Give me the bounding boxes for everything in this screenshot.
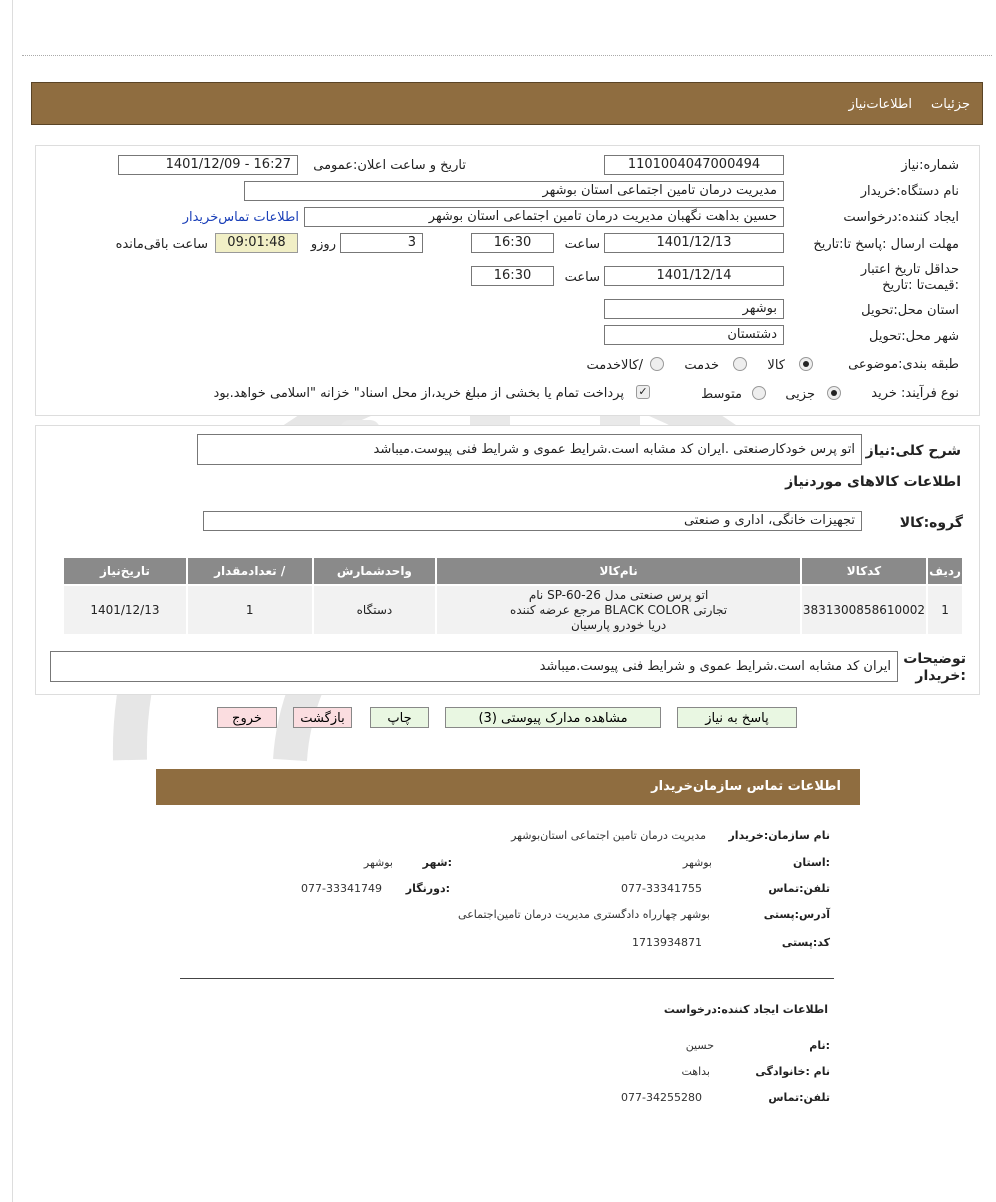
cell-row: 1 [927, 585, 963, 635]
deadline-date-field: 1401/12/13 [604, 233, 784, 253]
section-divider [180, 978, 834, 979]
validity-time-label: ساعت [564, 270, 600, 285]
creator-field: حسین بداهت نگهبان مدیریت درمان تامین اجتماعی استان بوشهر [304, 207, 784, 227]
attachments-button[interactable]: مشاهده مدارک پیوستی (3) [445, 707, 661, 728]
general-desc-field: اتو پرس خودکارصنعتی .ایران کد مشابه است.شرایط عموی و شرایط فنی پیوست.میباشد [197, 434, 862, 465]
goods-group-field: تجهیزات خانگی، اداری و صنعتی [203, 511, 862, 531]
contact-title-bar [156, 769, 860, 805]
contact-postal-label: کد:پستی [781, 936, 830, 949]
announce-label: تاریخ و ساعت اعلان:عمومی [313, 158, 466, 173]
creator-name-value: حسین [685, 1039, 714, 1052]
cell-name [436, 585, 801, 635]
cell-code: 3831300858610002 [801, 585, 927, 635]
buyer-org-field: مدیریت درمان تامین اجتماعی استان بوشهر [244, 181, 784, 201]
creator-phone-label: تلفن:تماس [768, 1091, 830, 1104]
contact-city-label: :شهر [422, 856, 452, 869]
buyer-notes-label-2: :خریدار [915, 668, 966, 684]
validity-time-field: 16:30 [471, 266, 554, 286]
payment-checkbox[interactable]: ✓ [636, 385, 650, 399]
reply-button[interactable]: پاسخ به نیاز [677, 707, 797, 728]
buyer-notes-label-1: توضیحات [903, 651, 966, 667]
col-date: تاریخ‌نیاز [63, 557, 187, 585]
col-row: ردیف [927, 557, 963, 585]
contact-address-label: آدرس:پستی [763, 908, 830, 921]
col-qty: / تعدادمقدار [187, 557, 313, 585]
goods-table [62, 556, 964, 636]
process-label: نوع فرآیند: خرید [871, 386, 959, 401]
creator-info-title: اطلاعات ایجاد کننده:درخواست [663, 1003, 828, 1016]
process-medium-label: متوسط [701, 387, 742, 402]
creator-name-label: :نام [809, 1039, 830, 1052]
category-goods-radio[interactable] [799, 357, 813, 371]
process-medium-radio[interactable] [752, 386, 766, 400]
buyer-contact-link[interactable]: اطلاعات تماس‌خریدار [182, 210, 299, 225]
category-label: طبقه بندی:موضوعی [848, 357, 959, 372]
contact-fax-label: :دورنگار [405, 882, 450, 895]
col-unit: واحدشمارش [313, 557, 437, 585]
tab-details[interactable]: جزئیات [931, 97, 970, 112]
col-name: نام‌کالا [436, 557, 801, 585]
creator-phone-value: 077-34255280 [621, 1091, 702, 1104]
buyer-org-label: نام دستگاه:خریدار [860, 184, 959, 199]
exit-button[interactable]: خروج [217, 707, 277, 728]
back-button[interactable]: بازگشت [293, 707, 352, 728]
page-left-rule [12, 0, 13, 1202]
announce-date-field: 1401/12/09 - 16:27 [118, 155, 298, 175]
days-label: روزو [310, 237, 336, 252]
col-code: کدکالا [801, 557, 927, 585]
cell-name-line1: اتو پرس صنعتی مدل SP-60-26 نام [528, 587, 709, 602]
validity-label: حداقل تاریخ اعتبار :قیمت‌تا :تاریخ [860, 262, 959, 293]
tab-bar [31, 82, 983, 125]
cell-name-line3: دریا خودرو پارسیان [570, 617, 667, 632]
category-service-label: خدمت [684, 358, 719, 373]
city-field: دشتستان [604, 325, 784, 345]
creator-family-label: نام :خانوادگی [755, 1065, 830, 1078]
process-minor-radio[interactable] [827, 386, 841, 400]
goods-group-label: گروه:کالا [899, 515, 963, 531]
contact-fax-value: 077-33341749 [301, 882, 382, 895]
contact-phone-value: 077-33341755 [621, 882, 702, 895]
general-desc-label: شرح کلی:نیاز [865, 443, 961, 459]
contact-address-value: بوشهر چهارراه دادگستری مدیریت درمان تامین‌اجتماعی [458, 908, 710, 921]
cell-name-line2: تجارتی BLACK COLOR مرجع عرضه کننده [510, 602, 728, 617]
goods-info-title: اطلاعات کالاهای موردنیاز [785, 474, 961, 490]
province-field: بوشهر [604, 299, 784, 319]
province-label: استان محل:تحویل [861, 303, 959, 318]
days-field: 3 [340, 233, 423, 253]
city-label: شهر محل:تحویل [869, 329, 959, 344]
deadline-label: مهلت ارسال :پاسخ تا:تاریخ [813, 237, 959, 252]
contact-province-value: بوشهر [682, 856, 712, 869]
contact-title: اطلاعات تماس سازمان‌خریدار [651, 779, 841, 794]
contact-org-value: مدیریت درمان تامین اجتماعی استان‌بوشهر [511, 829, 706, 842]
tab-need-info[interactable]: اطلاعات‌نیاز [848, 97, 912, 112]
contact-postal-value: 1713934871 [632, 936, 702, 949]
category-goods-service-radio[interactable] [650, 357, 664, 371]
category-goods-service-label: /کالاخدمت [586, 358, 643, 373]
validity-date-field: 1401/12/14 [604, 266, 784, 286]
category-goods-label: کالا [767, 358, 785, 373]
top-divider [22, 55, 992, 56]
process-minor-label: جزیی [785, 387, 815, 402]
deadline-time-field: 16:30 [471, 233, 554, 253]
remaining-timer: 09:01:48 [215, 233, 298, 253]
contact-province-label: :استان [793, 856, 830, 869]
cell-date: 1401/12/13 [63, 585, 187, 635]
buyer-notes-field: ایران کد مشابه است.شرایط عموی و شرایط فنی پیوست.میباشد [50, 651, 898, 682]
need-number-field: 1101004047000494 [604, 155, 784, 175]
cell-unit: دستگاه [313, 585, 437, 635]
payment-text: پرداخت تمام یا بخشی از مبلغ خرید،از محل اسناد" خزانه "اسلامی خواهد.بود [213, 386, 624, 401]
contact-phone-label: تلفن:تماس [768, 882, 830, 895]
print-button[interactable]: چاپ [370, 707, 429, 728]
category-service-radio[interactable] [733, 357, 747, 371]
remaining-label: ساعت باقی‌مانده [115, 237, 208, 252]
contact-org-label: نام سازمان:خریدار [728, 829, 830, 842]
creator-family-value: بداهت [681, 1065, 710, 1078]
creator-label: ایجاد کننده:درخواست [843, 210, 959, 225]
contact-city-value: بوشهر [363, 856, 393, 869]
table-row [63, 585, 963, 635]
need-number-label: شماره:نیاز [901, 158, 959, 173]
cell-qty: 1 [187, 585, 313, 635]
deadline-time-label: ساعت [564, 237, 600, 252]
